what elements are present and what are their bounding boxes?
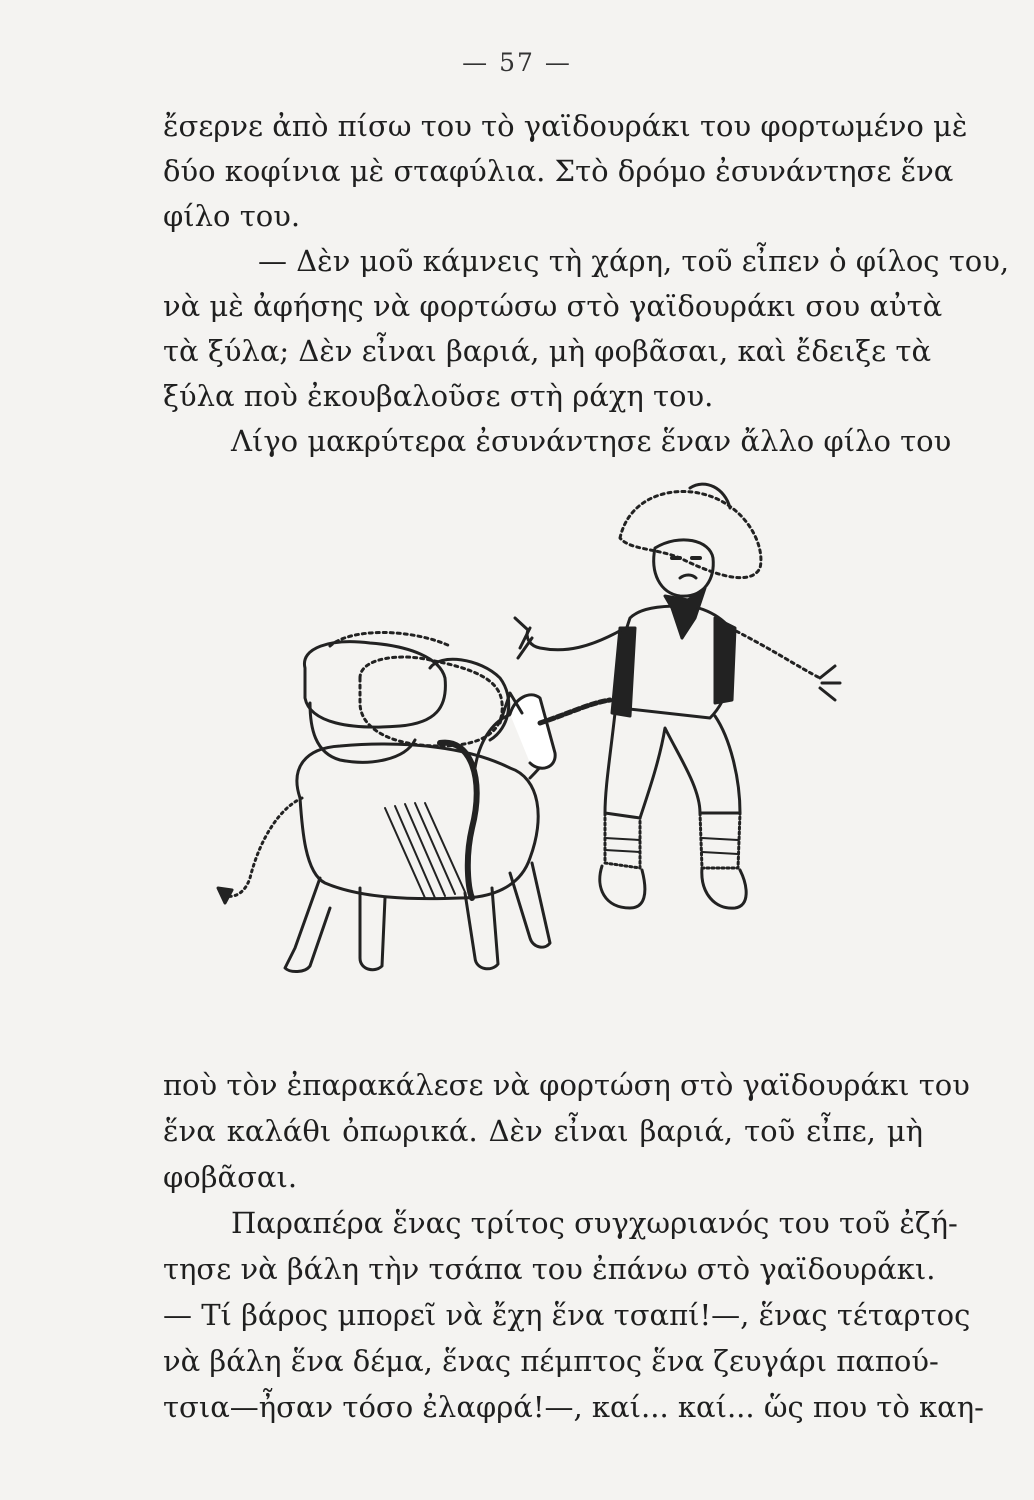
text-block-top	[163, 104, 1010, 464]
page-number: — 57 —	[462, 48, 572, 77]
text-line: — Δὲν μοῦ κάμνεις τὴ χάρη, τοῦ εἶπεν ὁ φίλος του,	[258, 244, 1010, 278]
text-line: τησε νὰ βάλη τὴν τσάπα του ἐπάνω στὸ γαϊδουράκι.	[163, 1252, 936, 1286]
text-block-bottom	[163, 1062, 984, 1430]
text-line: δύο κοφίνια μὲ σταφύλια. Στὸ δρόμο ἐσυνάντησε ἕνα	[163, 154, 954, 188]
text-line: Παραπέρα ἕνας τρίτος συγχωριανός του τοῦ ἐζή-	[231, 1206, 958, 1240]
text-line: Λίγο μακρύτερα ἐσυνάντησε ἕναν ἄλλο φίλο του	[231, 424, 952, 458]
donkey-illustration	[210, 478, 860, 998]
text-line: ἔσερνε ἀπὸ πίσω του τὸ γαϊδουράκι του φορτωμένο μὲ	[163, 109, 968, 143]
text-line: ἕνα καλάθι ὀπωρικά. Δὲν εἶναι βαριά, τοῦ εἶπε, μὴ	[163, 1114, 923, 1148]
text-line: φίλο του.	[163, 199, 301, 233]
donkey-load	[304, 633, 508, 763]
text-line: ξύλα ποὺ ἐκουβαλοῦσε στὴ ράχη του.	[163, 379, 714, 413]
text-line: νὰ μὲ ἀφήσης νὰ φορτώσω στὸ γαϊδουράκι σου αὐτὰ	[163, 289, 943, 323]
donkey-body	[218, 693, 610, 972]
text-line: νὰ βάλη ἕνα δέμα, ἕνας πέμπτος ἕνα ζευγάρι παπού-	[163, 1344, 939, 1378]
text-line: ποὺ τὸν ἐπαρακάλεσε νὰ φορτώση στὸ γαϊδουράκι του	[163, 1068, 970, 1102]
text-line: τὰ ξύλα; Δὲν εἶναι βαριά, μὴ φοβᾶσαι, καὶ ἔδειξε τὰ	[163, 334, 932, 368]
text-line: — Τί βάρος μπορεῖ νὰ ἔχη ἕνα τσαπί!—, ἕνας τέταρτος	[163, 1298, 971, 1332]
text-line: φοβᾶσαι.	[163, 1160, 298, 1194]
text-line: τσια—ἦσαν τόσο ἐλαφρά!—, καί... καί... ὥς που τὸ καη-	[163, 1390, 984, 1424]
farmer-figure	[515, 484, 840, 908]
